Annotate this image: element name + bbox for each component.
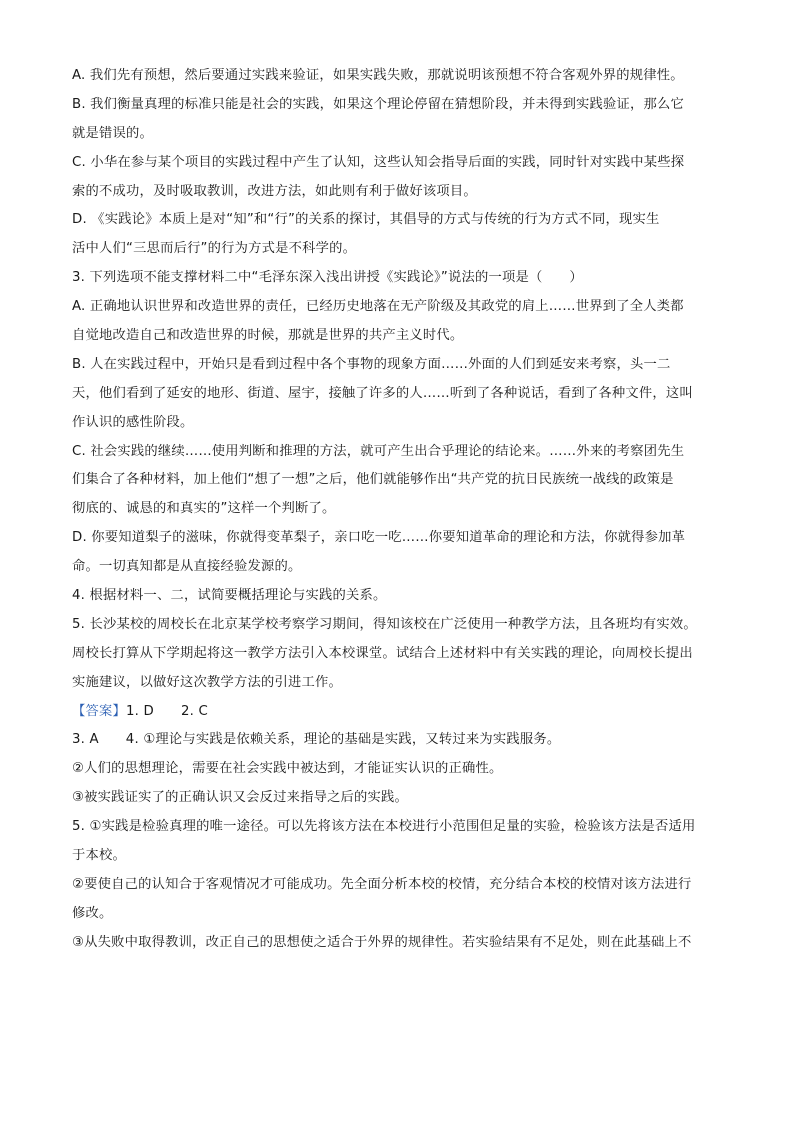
text-line: B. 我们衡量真理的标准只能是社会的实践，如果这个理论停留在猜想阶段，并未得到实践验证，那么它	[72, 96, 685, 112]
text-line: 天，他们看到了延安的地形、街道、屋宇，接触了许多的人……听到了各种说话，看到了各种文件，这叫	[72, 385, 693, 401]
question-5: 5. 长沙某校的周校长在北京某学校考察学习期间，得知该校在广泛使用一种教学方法，且各班均有实效。	[72, 616, 697, 632]
text-line: A. 我们先有预想，然后要通过实践来验证，如果实践失败，那就说明该预想不符合客观外界的规律性。	[72, 68, 684, 83]
text-line: 彻底的、诚恳的和真实的”这样一个判断了。	[72, 501, 336, 517]
text-line: D. 你要知道梨子的滋味，你就得变革梨子，亲口吃一吃……你要知道革命的理论和方法，你就得参加革	[72, 530, 686, 546]
text-line: 5. ①实践是检验真理的唯一途径。可以先将该方法在本校进行小范围但足量的实验，检验该方法是否适用	[72, 819, 696, 835]
text-line: C. 小华在参与某个项目的实践过程中产生了认知，这些认知会指导后面的实践，同时针对实践中某些探	[72, 154, 685, 170]
text-line: B. 人在实践过程中，开始只是看到过程中各个事物的现象方面……外面的人们到延安来考察，头一二	[72, 356, 671, 372]
text-line: ②要使自己的认知合于客观情况才可能成功。先全面分析本校的校情，充分结合本校的校情对该方法进行	[72, 876, 692, 892]
text-line: ②人们的思想理论，需要在社会实践中被达到，才能证实认识的正确性。	[72, 761, 503, 777]
text-line: 实施建议，以做好这次教学方法的引进工作。	[72, 674, 342, 690]
text-line: 索的不成功，及时吸取教训，改进方法，如此则有利于做好该项目。	[72, 183, 477, 199]
text-line: ③被实践证实了的正确认识又会反过来指导之后的实践。	[72, 790, 409, 806]
text-line: C. 社会实践的继续……使用判断和推理的方法，就可产生出合乎理论的结论来。……外来的考察团先生	[72, 443, 685, 459]
question-4: 4. 根据材料一、二，试简要概括理论与实践的关系。	[72, 588, 387, 604]
text-line: A. 正确地认识世界和改造世界的责任，已经历史地落在无产阶级及其政党的肩上……世界到了全人类都	[72, 299, 684, 315]
text-line: D. 《实践论》本质上是对“知”和“行”的关系的探讨，其倡导的方式与传统的行为方式不同，现实生	[72, 212, 660, 228]
text-line: 作认识的感性阶段。	[72, 414, 194, 430]
text-line: 们集合了各种材料，加上他们“想了一想”之后，他们就能够作出“共产党的抗日民族统一战线的政策是	[72, 472, 674, 488]
question-3: 3. 下列选项不能支撑材料二中“毛泽东深入浅出讲授《实践论》”说法的一项是（ ）	[72, 270, 583, 286]
text-line: 就是错误的。	[72, 125, 153, 141]
text-line: ③从失败中取得教训，改正自己的思想使之适合于外界的规律性。若实验结果有不足处，则在此基础上不	[72, 934, 692, 950]
answer-tag: 【答案】	[72, 703, 126, 719]
text-line: 修改。	[72, 905, 113, 921]
text-line: 3. A 4. ①理论与实践是依赖关系，理论的基础是实践，又转过来为实践服务。	[72, 732, 561, 748]
text-line: 命。一切真知都是从直接经验发源的。	[72, 559, 302, 575]
text-line: 于本校。	[72, 848, 126, 864]
answer-text: 1. D 2. C	[126, 703, 208, 719]
text-line: 活中人们“三思而后行”的行为方式是不科学的。	[72, 241, 357, 257]
document-page	[72, 62, 724, 958]
text-line: 自觉地改造自己和改造世界的时候，那就是世界的共产主义时代。	[72, 328, 464, 344]
text-line: 周校长打算从下学期起将这一教学方法引入本校课堂。试结合上述材料中有关实践的理论，向周校长提出	[72, 645, 693, 661]
answer-line	[72, 698, 724, 727]
